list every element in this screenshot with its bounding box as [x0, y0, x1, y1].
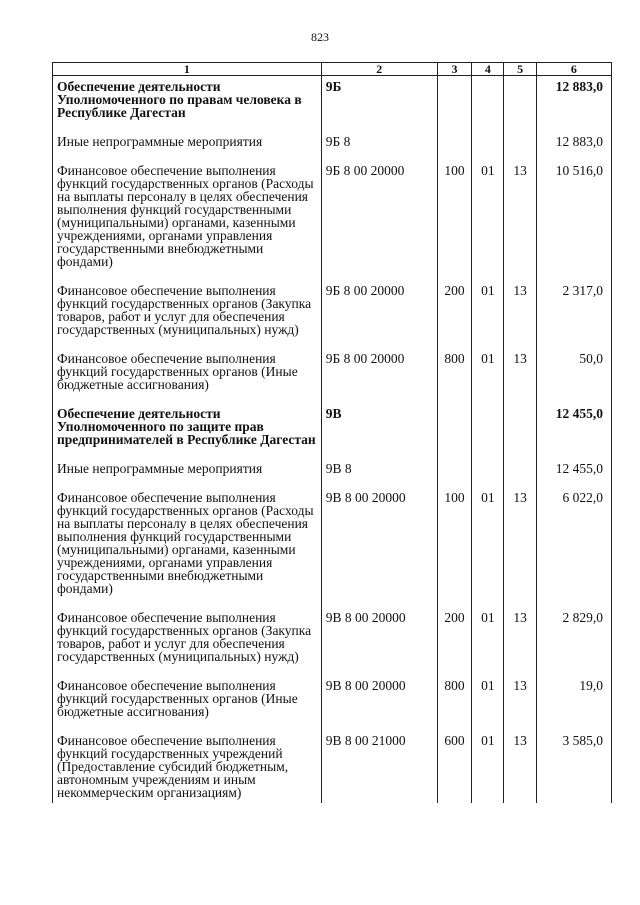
- expense-type-cell: [437, 403, 471, 458]
- target-article-code-cell: 9Б 8 00 20000: [321, 348, 437, 403]
- column-header: 3: [437, 63, 471, 76]
- amount-cell: 12 455,0: [536, 403, 611, 458]
- table-row: [53, 403, 612, 458]
- target-article-code-cell: 9В: [321, 403, 437, 458]
- subsection-code-cell: [504, 131, 536, 160]
- expense-type-cell: [437, 76, 471, 132]
- expense-name-cell: Финансовое обеспечение выполнения функций государственных органов (Закупка товаров, работ и услуг для обеспечения государственных (муниципальных) нужд): [53, 607, 322, 675]
- table-row: [53, 280, 612, 348]
- subsection-code-cell: 13: [504, 348, 536, 403]
- expense-name-cell: Финансовое обеспечение выполнения функций государственных органов (Расходы на выплаты персоналу в целях обеспечения выполнения функций государственными (муниципальными) органами, казенными учреждениями, органами управления государственными внебюджетными фондами): [53, 487, 322, 607]
- page-number: 823: [311, 30, 329, 44]
- expense-name-cell: Финансовое обеспечение выполнения функций государственных органов (Расходы на выплаты персоналу в целях обеспечения выполнения функций государственными (муниципальными) органами, казенными учреждениями, органами управления государственными внебюджетными фондами): [53, 160, 322, 280]
- budget-table: [52, 62, 612, 803]
- expense-type-cell: [437, 131, 471, 160]
- expense-name-cell: Обеспечение деятельности Уполномоченного по защите прав предпринимателей в Республике Дагестан: [53, 403, 322, 458]
- table-row: [53, 160, 612, 280]
- target-article-code-cell: 9Б 8: [321, 131, 437, 160]
- section-code-cell: 01: [472, 730, 504, 803]
- target-article-code-cell: 9Б 8 00 20000: [321, 160, 437, 280]
- column-header: 6: [536, 63, 611, 76]
- table-row: [53, 131, 612, 160]
- expense-name-cell: Финансовое обеспечение выполнения функций государственных органов (Иные бюджетные ассигнования): [53, 675, 322, 730]
- expense-name-cell: Финансовое обеспечение выполнения функций государственных органов (Иные бюджетные ассигнования): [53, 348, 322, 403]
- subsection-code-cell: 13: [504, 607, 536, 675]
- column-header: 2: [321, 63, 437, 76]
- target-article-code-cell: 9В 8 00 20000: [321, 607, 437, 675]
- expense-name-cell: Финансовое обеспечение выполнения функций государственных органов (Закупка товаров, работ и услуг для обеспечения государственных (муниципальных) нужд): [53, 280, 322, 348]
- amount-cell: 2 829,0: [536, 607, 611, 675]
- expense-type-cell: 100: [437, 160, 471, 280]
- amount-cell: 12 455,0: [536, 458, 611, 487]
- expense-type-cell: [437, 458, 471, 487]
- table-row: [53, 348, 612, 403]
- target-article-code-cell: 9В 8 00 20000: [321, 675, 437, 730]
- column-header: 5: [504, 63, 536, 76]
- expense-type-cell: 100: [437, 487, 471, 607]
- expense-name-cell: Обеспечение деятельности Уполномоченного по правам человека в Республике Дагестан: [53, 76, 322, 132]
- target-article-code-cell: 9Б 8 00 20000: [321, 280, 437, 348]
- subsection-code-cell: [504, 403, 536, 458]
- amount-cell: 3 585,0: [536, 730, 611, 803]
- amount-cell: 50,0: [536, 348, 611, 403]
- section-code-cell: [472, 458, 504, 487]
- amount-cell: 2 317,0: [536, 280, 611, 348]
- target-article-code-cell: 9В 8: [321, 458, 437, 487]
- expense-type-cell: 200: [437, 280, 471, 348]
- expense-type-cell: 600: [437, 730, 471, 803]
- section-code-cell: 01: [472, 487, 504, 607]
- column-header: 4: [472, 63, 504, 76]
- amount-cell: 19,0: [536, 675, 611, 730]
- expense-type-cell: 800: [437, 348, 471, 403]
- amount-cell: 12 883,0: [536, 131, 611, 160]
- table-row: [53, 487, 612, 607]
- section-code-cell: 01: [472, 160, 504, 280]
- subsection-code-cell: 13: [504, 730, 536, 803]
- section-code-cell: [472, 403, 504, 458]
- subsection-code-cell: 13: [504, 160, 536, 280]
- target-article-code-cell: 9В 8 00 21000: [321, 730, 437, 803]
- section-code-cell: 01: [472, 348, 504, 403]
- expense-type-cell: 800: [437, 675, 471, 730]
- section-code-cell: [472, 76, 504, 132]
- section-code-cell: [472, 131, 504, 160]
- section-code-cell: 01: [472, 280, 504, 348]
- expense-name-cell: Финансовое обеспечение выполнения функций государственных учреждений (Предоставление субсидий бюджетным, автономным учреждениям и иным некоммерческим организациям): [53, 730, 322, 803]
- subsection-code-cell: 13: [504, 675, 536, 730]
- table-row: [53, 458, 612, 487]
- section-code-cell: 01: [472, 607, 504, 675]
- expense-name-cell: Иные непрограммные мероприятия: [53, 458, 322, 487]
- amount-cell: 12 883,0: [536, 76, 611, 132]
- amount-cell: 6 022,0: [536, 487, 611, 607]
- section-code-cell: 01: [472, 675, 504, 730]
- target-article-code-cell: 9Б: [321, 76, 437, 132]
- column-number-header: [53, 63, 612, 76]
- subsection-code-cell: 13: [504, 280, 536, 348]
- column-header: 1: [53, 63, 322, 76]
- subsection-code-cell: [504, 458, 536, 487]
- expense-name-cell: Иные непрограммные мероприятия: [53, 131, 322, 160]
- subsection-code-cell: [504, 76, 536, 132]
- table-row: [53, 730, 612, 803]
- table-row: [53, 607, 612, 675]
- target-article-code-cell: 9В 8 00 20000: [321, 487, 437, 607]
- expense-type-cell: 200: [437, 607, 471, 675]
- table-row: [53, 76, 612, 132]
- subsection-code-cell: 13: [504, 487, 536, 607]
- amount-cell: 10 516,0: [536, 160, 611, 280]
- table-row: [53, 675, 612, 730]
